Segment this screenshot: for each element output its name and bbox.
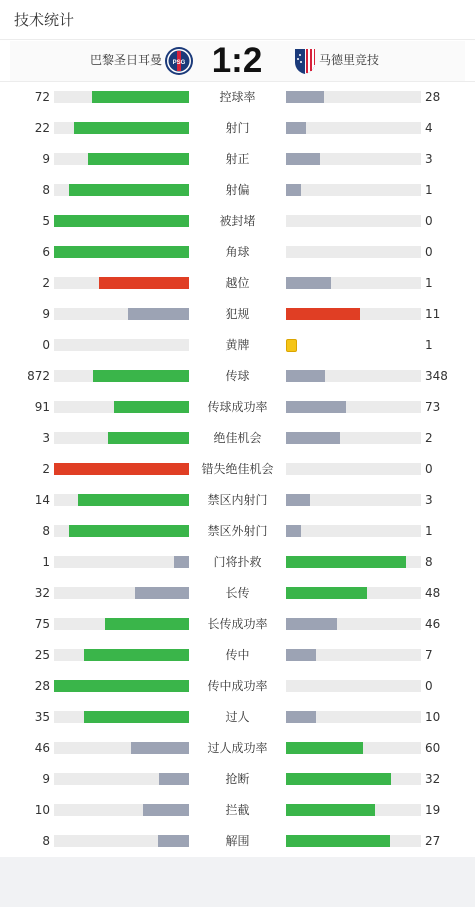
home-bar <box>128 308 189 320</box>
home-bar-track <box>54 711 189 723</box>
home-bar-track <box>54 401 189 413</box>
home-bar <box>143 804 189 816</box>
home-bar <box>135 587 189 599</box>
away-value: 3 <box>425 152 433 166</box>
away-bar <box>286 649 316 661</box>
home-bar-track <box>54 773 189 785</box>
away-value: 27 <box>425 834 441 848</box>
stat-row <box>0 82 475 113</box>
stat-label: 射正 <box>225 152 250 166</box>
away-bar-track <box>286 742 421 754</box>
stat-label: 拦截 <box>225 803 250 817</box>
stat-label: 传球成功率 <box>207 400 268 414</box>
stat-label: 传中成功率 <box>207 679 268 693</box>
stat-label: 抢断 <box>225 772 250 786</box>
home-value: 22 <box>34 121 50 135</box>
away-value: 19 <box>425 803 441 817</box>
away-bar-track <box>286 463 421 475</box>
away-value: 28 <box>425 90 441 104</box>
away-value: 0 <box>425 462 433 476</box>
stat-label: 门将扑救 <box>213 555 262 569</box>
away-value: 7 <box>425 648 433 662</box>
stat-label: 射门 <box>225 121 250 135</box>
away-value: 8 <box>425 555 433 569</box>
stat-row <box>0 113 475 144</box>
stat-label: 角球 <box>225 245 250 259</box>
away-value: 4 <box>425 121 433 135</box>
home-value: 35 <box>34 710 50 724</box>
away-bar-track <box>286 773 421 785</box>
home-bar-track <box>54 618 189 630</box>
home-bar <box>84 649 189 661</box>
home-value: 14 <box>34 493 50 507</box>
stat-row <box>0 175 475 206</box>
home-bar-track <box>54 804 189 816</box>
home-value: 872 <box>27 369 50 383</box>
away-bar-track <box>286 711 421 723</box>
away-bar <box>286 401 346 413</box>
away-value: 3 <box>425 493 433 507</box>
away-bar-track <box>286 835 421 847</box>
away-value: 1 <box>425 276 433 290</box>
home-bar <box>54 215 189 227</box>
away-bar-track <box>286 680 421 692</box>
away-bar <box>286 91 324 103</box>
home-bar <box>108 432 189 444</box>
home-bar <box>54 680 189 692</box>
home-bar <box>158 835 189 847</box>
away-value: 0 <box>425 214 433 228</box>
away-bar-track <box>286 401 421 413</box>
stat-row <box>0 144 475 175</box>
home-bar-track <box>54 649 189 661</box>
stat-label: 犯规 <box>225 307 250 321</box>
stat-row <box>0 733 475 764</box>
away-value: 73 <box>425 400 441 414</box>
home-value: 10 <box>34 803 50 817</box>
stat-label: 射偏 <box>225 183 250 197</box>
home-bar-track <box>54 835 189 847</box>
stat-row <box>0 423 475 454</box>
home-bar-track <box>54 370 189 382</box>
away-value: 0 <box>425 679 433 693</box>
away-bar-track <box>286 91 421 103</box>
stat-row <box>0 268 475 299</box>
home-bar <box>78 494 189 506</box>
away-bar-track <box>286 556 421 568</box>
away-value: 0 <box>425 245 433 259</box>
stat-row <box>0 454 475 485</box>
stat-label: 长传成功率 <box>207 617 268 631</box>
stat-label: 解围 <box>225 834 250 848</box>
home-bar-track <box>54 494 189 506</box>
stat-label: 过人 <box>225 710 250 724</box>
stat-row <box>0 764 475 795</box>
home-value: 72 <box>34 90 50 104</box>
away-bar-track <box>286 649 421 661</box>
stat-label: 绝佳机会 <box>213 431 262 445</box>
home-bar <box>92 91 189 103</box>
yellow-card-icon <box>286 339 297 352</box>
home-team-name[interactable]: 巴黎圣日耳曼 <box>89 53 162 67</box>
stat-label: 越位 <box>225 276 250 290</box>
away-bar <box>286 153 320 165</box>
away-bar-track <box>286 122 421 134</box>
stat-row <box>0 795 475 826</box>
away-bar <box>286 370 325 382</box>
away-bar-track <box>286 587 421 599</box>
away-bar <box>286 308 360 320</box>
home-bar-track <box>54 277 189 289</box>
home-value: 6 <box>42 245 50 259</box>
home-value: 8 <box>42 524 50 538</box>
home-value: 9 <box>42 772 50 786</box>
home-bar <box>69 525 189 537</box>
away-bar-track <box>286 370 421 382</box>
away-value: 48 <box>425 586 441 600</box>
home-value: 3 <box>42 431 50 445</box>
away-bar-track <box>286 246 421 258</box>
stat-row <box>0 640 475 671</box>
stat-row <box>0 826 475 857</box>
home-value: 0 <box>42 338 50 352</box>
home-bar <box>159 773 189 785</box>
home-value: 32 <box>34 586 50 600</box>
home-bar <box>54 246 189 258</box>
stat-row <box>0 702 475 733</box>
away-bar <box>286 525 301 537</box>
home-value: 91 <box>34 400 50 414</box>
stat-row <box>0 547 475 578</box>
stat-row <box>0 485 475 516</box>
home-value: 46 <box>34 741 50 755</box>
away-bar-track <box>286 184 421 196</box>
stat-row <box>0 578 475 609</box>
away-bar <box>286 742 363 754</box>
home-value: 9 <box>42 307 50 321</box>
away-bar-track <box>286 432 421 444</box>
home-value: 5 <box>42 214 50 228</box>
stat-row <box>0 671 475 702</box>
stat-row <box>0 609 475 640</box>
match-score: 1:2 <box>211 41 263 80</box>
away-bar-track <box>286 277 421 289</box>
home-bar-track <box>54 308 189 320</box>
away-bar-track <box>286 525 421 537</box>
home-bar-track <box>54 153 189 165</box>
away-value: 11 <box>425 307 441 321</box>
away-bar-track <box>286 153 421 165</box>
psg-crest-text: PSG <box>172 60 186 66</box>
home-value: 8 <box>42 834 50 848</box>
stat-row <box>0 361 475 392</box>
home-value: 28 <box>34 679 50 693</box>
home-bar-track <box>54 91 189 103</box>
away-value: 32 <box>425 772 441 786</box>
home-bar <box>131 742 189 754</box>
stat-row <box>0 237 475 268</box>
home-bar-track <box>54 525 189 537</box>
stat-label: 禁区外射门 <box>207 524 268 538</box>
home-bar <box>54 463 189 475</box>
home-bar-track <box>54 246 189 258</box>
stat-label: 过人成功率 <box>207 741 268 755</box>
home-bar <box>74 122 189 134</box>
home-bar-track <box>54 463 189 475</box>
psg-crest-icon[interactable] <box>164 46 194 76</box>
away-bar-track <box>286 215 421 227</box>
away-bar-track <box>286 308 421 320</box>
home-bar-track <box>54 556 189 568</box>
home-bar-track <box>54 215 189 227</box>
home-value: 1 <box>42 555 50 569</box>
home-value: 25 <box>34 648 50 662</box>
home-value: 75 <box>34 617 50 631</box>
away-bar <box>286 122 306 134</box>
home-bar-track <box>54 184 189 196</box>
away-bar <box>286 587 367 599</box>
away-bar <box>286 711 316 723</box>
stat-label: 被封堵 <box>219 214 256 228</box>
home-value: 2 <box>42 462 50 476</box>
home-bar <box>84 711 189 723</box>
away-value: 60 <box>425 741 441 755</box>
stat-label: 传中 <box>225 648 250 662</box>
stat-label: 禁区内射门 <box>207 493 268 507</box>
away-bar <box>286 835 390 847</box>
away-bar-track <box>286 618 421 630</box>
away-bar <box>286 432 340 444</box>
stat-row <box>0 330 475 361</box>
away-bar <box>286 184 301 196</box>
away-value: 1 <box>425 524 433 538</box>
away-value: 2 <box>425 431 433 445</box>
away-bar <box>286 804 375 816</box>
stat-label: 传球 <box>225 369 250 383</box>
atletico-crest-icon[interactable] <box>290 46 320 76</box>
page-title: 技术统计 <box>14 11 75 29</box>
home-bar-track <box>54 742 189 754</box>
stat-label: 错失绝佳机会 <box>201 462 274 476</box>
stat-label: 黄牌 <box>225 338 250 352</box>
away-team-name[interactable]: 马德里竞技 <box>319 53 380 67</box>
home-bar-track <box>54 680 189 692</box>
home-bar <box>114 401 189 413</box>
home-value: 2 <box>42 276 50 290</box>
away-value: 1 <box>425 338 433 352</box>
stat-row <box>0 392 475 423</box>
away-value: 1 <box>425 183 433 197</box>
away-value: 10 <box>425 710 441 724</box>
away-bar-track <box>286 494 421 506</box>
stat-label: 控球率 <box>219 90 256 104</box>
home-bar <box>105 618 189 630</box>
home-bar <box>88 153 189 165</box>
away-bar <box>286 277 331 289</box>
home-bar-track <box>54 339 189 351</box>
home-value: 9 <box>42 152 50 166</box>
stat-row <box>0 206 475 237</box>
away-value: 348 <box>425 369 448 383</box>
away-bar <box>286 494 310 506</box>
home-bar <box>174 556 189 568</box>
away-value: 46 <box>425 617 441 631</box>
stat-row <box>0 299 475 330</box>
stat-label: 长传 <box>225 586 250 600</box>
away-bar <box>286 773 391 785</box>
home-bar <box>69 184 189 196</box>
home-bar-track <box>54 587 189 599</box>
home-bar-track <box>54 122 189 134</box>
away-bar <box>286 556 406 568</box>
home-bar-track <box>54 432 189 444</box>
home-value: 8 <box>42 183 50 197</box>
stat-row <box>0 516 475 547</box>
home-bar <box>93 370 189 382</box>
away-bar-track <box>286 804 421 816</box>
home-bar <box>99 277 189 289</box>
away-bar <box>286 618 337 630</box>
